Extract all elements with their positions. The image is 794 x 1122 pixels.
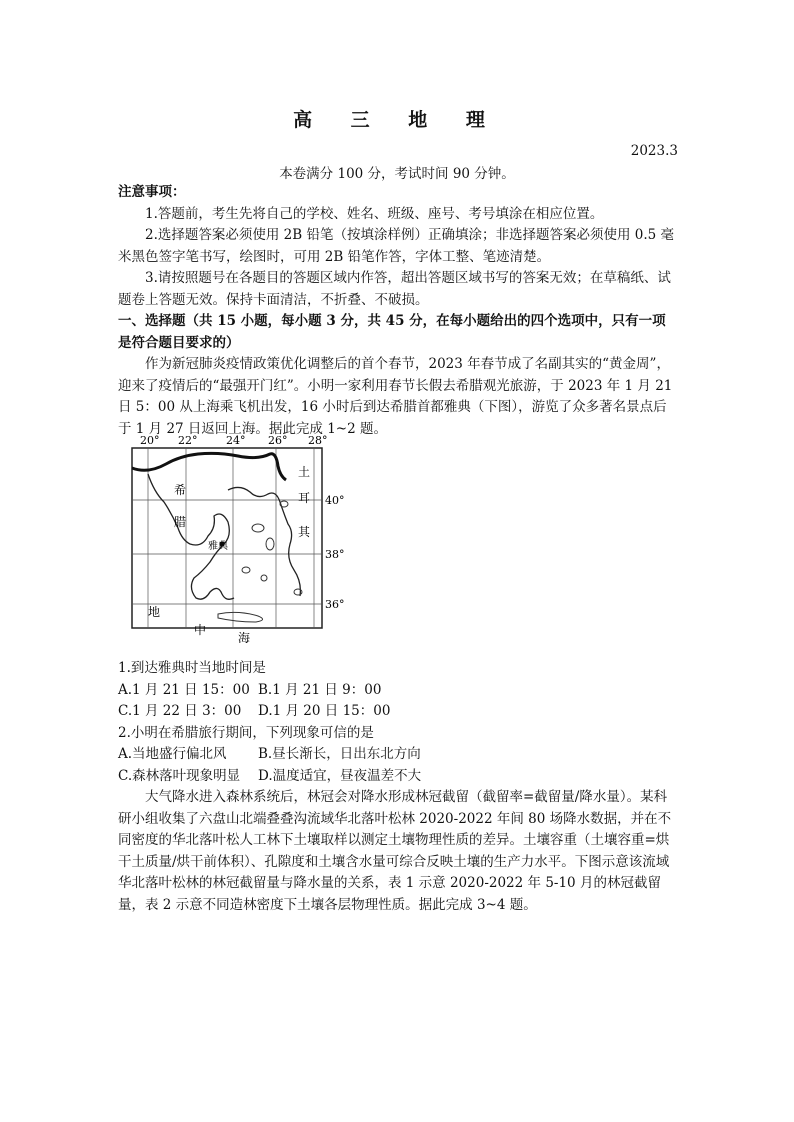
label-turkey-1: 土 bbox=[298, 465, 311, 479]
map-frame bbox=[132, 448, 322, 628]
lat-label-38: 38° bbox=[325, 548, 345, 561]
turkey-coastline bbox=[228, 487, 300, 596]
label-sea-2: 中 bbox=[194, 623, 207, 637]
notice-item-2: 2.选择题答案必须使用 2B 铅笔（按填涂样例）正确填涂；非选择题答案必须使用 0.5 毫米黑色签字笔书写，绘图时，可用 2B 铅笔作答，字体工整、笔迹清楚。 bbox=[118, 227, 675, 265]
page-title: 高 三 地 理 bbox=[293, 109, 501, 131]
q1-option-a[interactable]: A.1 月 21 日 15：00 bbox=[118, 681, 250, 698]
passage-2: 大气降水进入森林系统后，林冠会对降水形成林冠截留（截留率=截留量/降水量）。某科研小组收集了六盘山北端叠叠沟流域华北落叶松林 2020-2022 年间 80 场降水数据，并在不同密度的华北落叶松人工林下土壤取样以测定土壤物理性质的差异。土壤容重（土壤容重=烘干土质量/烘干前体积）、孔隙度和土壤含水量可综合反映土壤的生产力水平。下图示意该流域华北落叶松林的林冠截留量与降水量的关系，表 1 示意 2020-2022 年 5-10 月的林冠截留量，表 2 示意不同造林密度下土壤各层物理性质。据此完成 3~4 题。 bbox=[118, 789, 672, 913]
q2-stem: 2.小明在希腊旅行期间，下列现象可信的是 bbox=[118, 724, 374, 741]
label-sea-3: 海 bbox=[238, 631, 251, 645]
q2-options-row-2 bbox=[118, 766, 678, 788]
lat-label-36: 36° bbox=[325, 598, 345, 611]
notice-item-3: 3.请按照题号在各题目的答题区域内作答，超出答题区域书写的答案无效；在草稿纸、试题卷上答题无效。保持卡面清洁，不折叠、不破损。 bbox=[118, 270, 671, 308]
label-greece-1: 希 bbox=[174, 483, 187, 497]
notice-heading: 注意事项： bbox=[118, 184, 186, 200]
lon-label-26: 26° bbox=[268, 434, 288, 447]
exam-subtitle: 本卷满分 100 分，考试时间 90 分钟。 bbox=[279, 166, 515, 182]
greece-map bbox=[118, 432, 368, 647]
q1-option-d[interactable]: D.1 月 20 日 15：00 bbox=[258, 703, 391, 719]
lon-label-22: 22° bbox=[178, 434, 198, 447]
q2-option-b[interactable]: B.昼长渐长，日出东北方向 bbox=[258, 746, 421, 762]
lon-label-28: 28° bbox=[308, 434, 328, 447]
label-athens: 雅典 bbox=[208, 541, 228, 552]
label-turkey-2: 耳 bbox=[298, 491, 311, 505]
greece-coastline bbox=[148, 474, 234, 599]
exam-date: 2023.3 bbox=[630, 143, 678, 159]
lon-label-24: 24° bbox=[226, 434, 246, 447]
q2-option-d[interactable]: D.温度适宜，昼夜温差不大 bbox=[258, 767, 422, 784]
section1-heading: 一、选择题（共 15 小题，每小题 3 分，共 45 分，在每小题给出的四个选项中，只有一项是符合题目要求的） bbox=[118, 313, 666, 351]
border-line bbox=[132, 453, 286, 480]
label-greece-2: 腊 bbox=[174, 515, 187, 529]
notice-section bbox=[118, 182, 678, 440]
q1-options-row-1 bbox=[118, 680, 678, 702]
passage-1: 作为新冠肺炎疫情政策优化调整后的首个春节，2023 年春节成了名副其实的“黄金周”，迎来了疫情后的“最强开门红”。小明一家利用春节长假去希腊观光旅游，于 2023 年 1 月 21 日 5：00 从上海乘飞机出发，16 小时后到达希腊首都雅典（下图），游览了众多著名景点后于 1 月 27 日返回上海。据此完成 1~2 题。 bbox=[118, 356, 673, 437]
lat-label-40: 40° bbox=[325, 494, 345, 507]
q2-option-c[interactable]: C.森林落叶现象明显 bbox=[118, 767, 241, 784]
q2-options-row-1 bbox=[118, 744, 678, 766]
greece-map-svg bbox=[118, 432, 368, 647]
notice-item-1: 1.答题前，考生先将自己的学校、姓名、班级、座号、考号填涂在相应位置。 bbox=[145, 205, 604, 222]
q1-stem: 1.到达雅典时当地时间是 bbox=[118, 660, 266, 676]
lon-label-20: 20° bbox=[140, 434, 160, 447]
q1-option-c[interactable]: C.1 月 22 日 3：00 bbox=[118, 703, 242, 719]
map-grid bbox=[132, 448, 322, 628]
q1-option-b[interactable]: B.1 月 21 日 9：00 bbox=[258, 681, 382, 698]
q2-option-a[interactable]: A.当地盛行偏北风 bbox=[118, 746, 227, 762]
q1-options-row-2 bbox=[118, 701, 678, 723]
label-sea-1: 地 bbox=[148, 605, 161, 619]
label-turkey-3: 其 bbox=[298, 525, 311, 539]
questions-block bbox=[118, 658, 678, 916]
